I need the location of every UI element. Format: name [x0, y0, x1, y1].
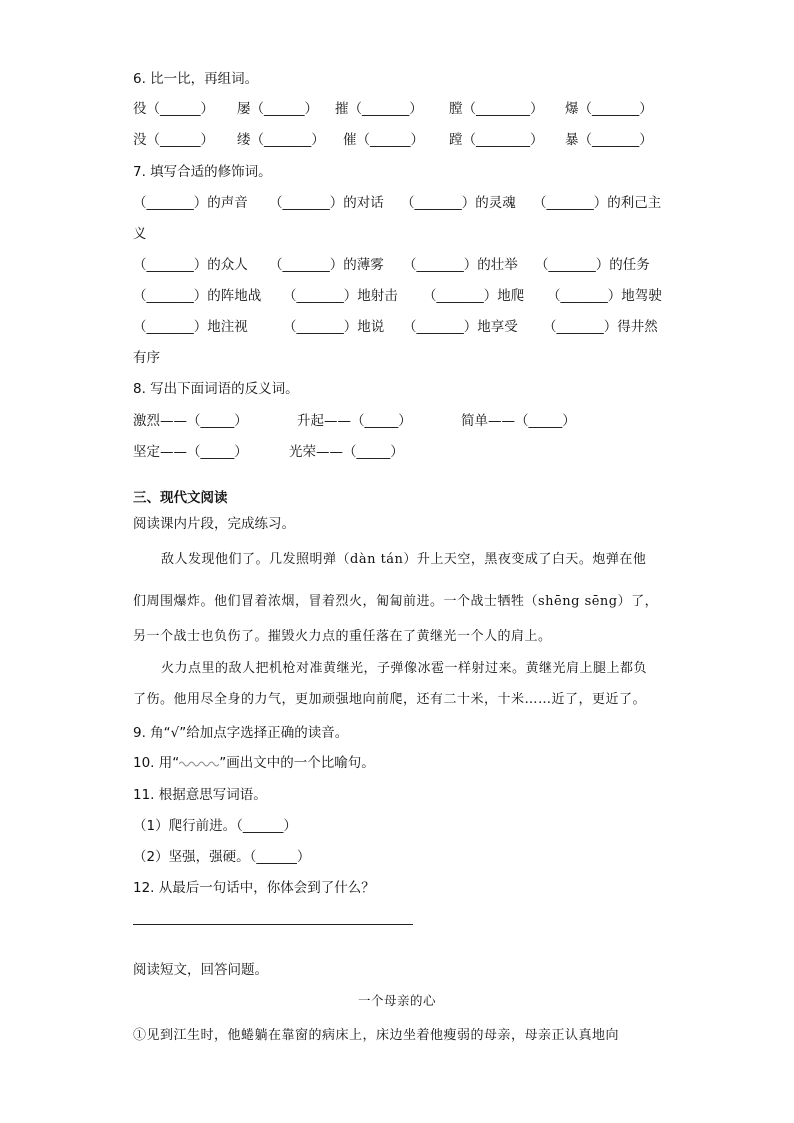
q6-row1: [133, 99, 733, 119]
q8-item: 升起——（_____）: [297, 413, 412, 429]
q6-item: 役（______）: [133, 101, 214, 117]
q11-text: 11. 根据意思写词语。: [133, 787, 267, 803]
passage-line: 了伤。他用尽全身的力气，更加顽强地向前爬，还有二十米，十米……近了，更近了。: [133, 692, 647, 707]
passage-line: 火力点里的敌人把机枪对准黄继光，子弹像冰雹一样射过来。黄继光肩上腿上都负: [161, 661, 648, 676]
q7-item: （_______）地说: [283, 319, 385, 335]
passage-line: 们周围爆炸。他们冒着浓烟，冒着烈火，匍匐前进。一个战士牺牲（shēng sēng）了，: [133, 594, 659, 609]
q7-row4: [133, 317, 733, 337]
q7-item: （_______）地爬: [423, 288, 525, 304]
q6-row2: [133, 130, 733, 150]
q6-item: 屡（______）: [237, 101, 318, 117]
reading-intro: 阅读课内片段，完成练习。: [133, 516, 295, 532]
reading2-title: 一个母亲的心: [357, 993, 436, 1008]
q7-item: （_______）地射击: [283, 288, 398, 304]
q10-text-post: ”画出文中的一个比喻句。: [219, 755, 375, 771]
q6-item: 摧（_______）: [335, 101, 423, 117]
section-heading: 三、现代文阅读: [133, 490, 228, 506]
q7-row2: [133, 255, 733, 275]
q7-row4-wrap: 有序: [133, 350, 160, 366]
q6-item: 催（______）: [343, 132, 424, 148]
q9-text: 9. 角“√”给加点字选择正确的读音。: [133, 725, 349, 741]
q7-title: 7. 填写合适的修饰词。: [133, 164, 272, 180]
q10-text: [133, 753, 375, 773]
q11-1-text: （1）爬行前进。（______）: [133, 818, 297, 834]
q7-item: （_______）地注视: [133, 319, 248, 335]
q7-item: （_______）的薄雾: [269, 257, 384, 273]
q7-row1: [133, 193, 733, 213]
q8-title: 8. 写出下面词语的反义词。: [133, 381, 299, 397]
q8-item: 坚定——（_____）: [133, 444, 248, 460]
q6-item: 爆（_______）: [565, 101, 653, 117]
q7-item: （_______）地享受: [403, 319, 518, 335]
q6-item: 没（______）: [133, 132, 214, 148]
q7-item: （_______）的对话: [269, 195, 384, 211]
q8-row2: [133, 442, 733, 462]
q12-text: 12. 从最后一句话中，你体会到了什么？: [133, 880, 375, 896]
q7-item: （_______）地驾驶: [547, 288, 662, 304]
q6-item: 膛（________）: [449, 101, 544, 117]
passage-line: 敌人发现他们了。几发照明弹（dàn tán）升上天空，黑夜变成了白天。炮弹在他: [161, 552, 647, 567]
q7-item: （_______）得井然: [543, 319, 658, 335]
answer-line: [133, 924, 413, 925]
q7-item: （_______）的众人: [133, 257, 248, 273]
passage-line: 另一个战士也负伤了。摧毁火力点的重任落在了黄继光一个人的肩上。: [133, 629, 552, 644]
q6-item: 暴（_______）: [565, 132, 653, 148]
reading2-para: ①见到江生时，他蜷躺在靠窗的病床上，床边坐着他瘦弱的母亲，母亲正认真地向: [133, 1028, 620, 1043]
q11-2-text: （2）坚强，强硬。（______）: [133, 849, 311, 865]
q6-item: 缕（_______）: [237, 132, 325, 148]
q6-title: 6. 比一比，再组词。: [133, 71, 259, 87]
wavy-underline-icon: [179, 759, 219, 767]
q8-item: 简单——（_____）: [461, 413, 576, 429]
q7-item: （_______）的灵魂: [401, 195, 516, 211]
q10-text-pre: 10. 用“: [133, 755, 180, 771]
q7-item: （_______）的声音: [133, 195, 248, 211]
q7-item: （_______）的利己主: [533, 195, 662, 211]
q8-item: 光荣——（_____）: [289, 444, 404, 460]
reading2-intro: 阅读短文，回答问题。: [133, 962, 268, 978]
q7-item: （_______）的任务: [535, 257, 650, 273]
q7-item: （_______）的阵地战: [133, 288, 262, 304]
q8-row1: [133, 411, 733, 431]
q7-row1-wrap: 义: [133, 226, 147, 242]
q6-item: 蹚（________）: [449, 132, 544, 148]
q7-row3: [133, 286, 733, 306]
q8-item: 激烈——（_____）: [133, 413, 248, 429]
q7-item: （_______）的壮举: [403, 257, 518, 273]
